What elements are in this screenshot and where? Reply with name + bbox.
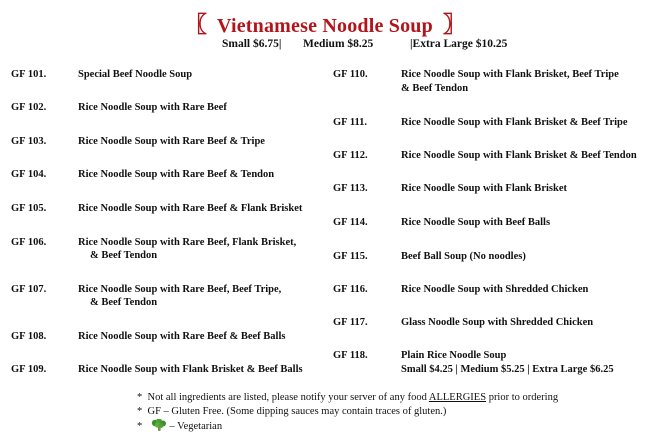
note-bullet: * [137,421,143,432]
item-code: GF 116. [333,284,368,295]
allergies-emphasis: ALLERGIES [428,392,487,403]
item-price-line: Small $4.25 | Medium $5.25 | Extra Large $6.25 [401,364,614,375]
item-code: GF 105. [11,203,47,214]
broccoli-icon [149,419,169,431]
gluten-free-note [137,405,558,419]
item-name: Rice Noodle Soup with Flank Brisket, Beef Tripe [401,69,619,80]
item-name: Glass Noodle Soup with Shredded Chicken [401,317,594,328]
item-code: GF 102. [11,102,47,113]
vegetarian-note [137,419,558,434]
item-code: GF 110. [333,69,368,80]
item-name: Rice Noodle Soup with Rare Beef & Tripe [78,136,265,147]
item-code: GF 115. [333,251,368,262]
allergy-note-text: Not all ingredients are listed, please notify your server of any food [147,392,429,403]
item-name: Rice Noodle Soup with Shredded Chicken [401,284,589,295]
item-code: GF 111. [333,117,368,128]
item-name: Rice Noodle Soup with Flank Brisket [401,183,567,194]
note-bullet: * [137,406,143,417]
item-code: GF 104. [11,169,47,180]
item-name: Rice Noodle Soup with Rare Beef, Flank Brisket, [78,237,297,248]
item-name: Rice Noodle Soup with Flank Brisket & Beef Balls [78,364,303,375]
item-name: Plain Rice Noodle Soup [401,350,507,361]
item-code: GF 107. [11,284,47,295]
gluten-free-note-text: GF – Gluten Free. (Some dipping sauces may contain traces of gluten.) [147,406,447,417]
item-name-continued: & Beef Tendon [90,297,158,308]
item-code: GF 106. [11,237,47,248]
item-name: Rice Noodle Soup with Rare Beef & Flank Brisket [78,203,303,214]
title-right-bracket: 〗 [442,12,466,37]
item-code: GF 101. [11,69,47,80]
allergy-note-suffix: prior to ordering [486,392,559,403]
title-text: Vietnamese Noodle Soup [217,15,433,37]
item-name: Rice Noodle Soup with Rare Beef, Beef Tripe, [78,284,282,295]
item-name: Rice Noodle Soup with Rare Beef & Tendon [78,169,275,180]
item-code: GF 113. [333,183,368,194]
price-medium: Medium $8.25 [303,38,374,50]
size-prices [0,38,650,54]
note-bullet: * [137,392,143,403]
item-name: Special Beef Noodle Soup [78,69,193,80]
item-name: Rice Noodle Soup with Beef Balls [401,217,551,228]
footnotes [137,391,558,434]
item-name-continued: & Beef Tendon [90,250,158,261]
item-code: GF 109. [11,364,47,375]
title-left-bracket: 〖 [184,12,208,37]
price-extra-large: |Extra Large $10.25 [410,38,508,50]
price-small: Small $6.75| [222,38,282,50]
menu-title [0,8,650,39]
item-name: Rice Noodle Soup with Flank Brisket & Beef Tendon [401,150,637,161]
item-code: GF 118. [333,350,368,361]
item-code: GF 103. [11,136,47,147]
item-name: Rice Noodle Soup with Rare Beef [78,102,227,113]
item-name: Beef Ball Soup (No noodles) [401,251,526,262]
item-name-continued: & Beef Tendon [401,83,469,94]
allergy-note [137,391,558,405]
item-code: GF 117. [333,317,368,328]
item-name: Rice Noodle Soup with Flank Brisket & Beef Tripe [401,117,628,128]
item-code: GF 114. [333,217,368,228]
item-code: GF 112. [333,150,368,161]
item-name: Rice Noodle Soup with Rare Beef & Beef Balls [78,331,286,342]
item-code: GF 108. [11,331,47,342]
vegetarian-note-text: – Vegetarian [169,421,223,432]
